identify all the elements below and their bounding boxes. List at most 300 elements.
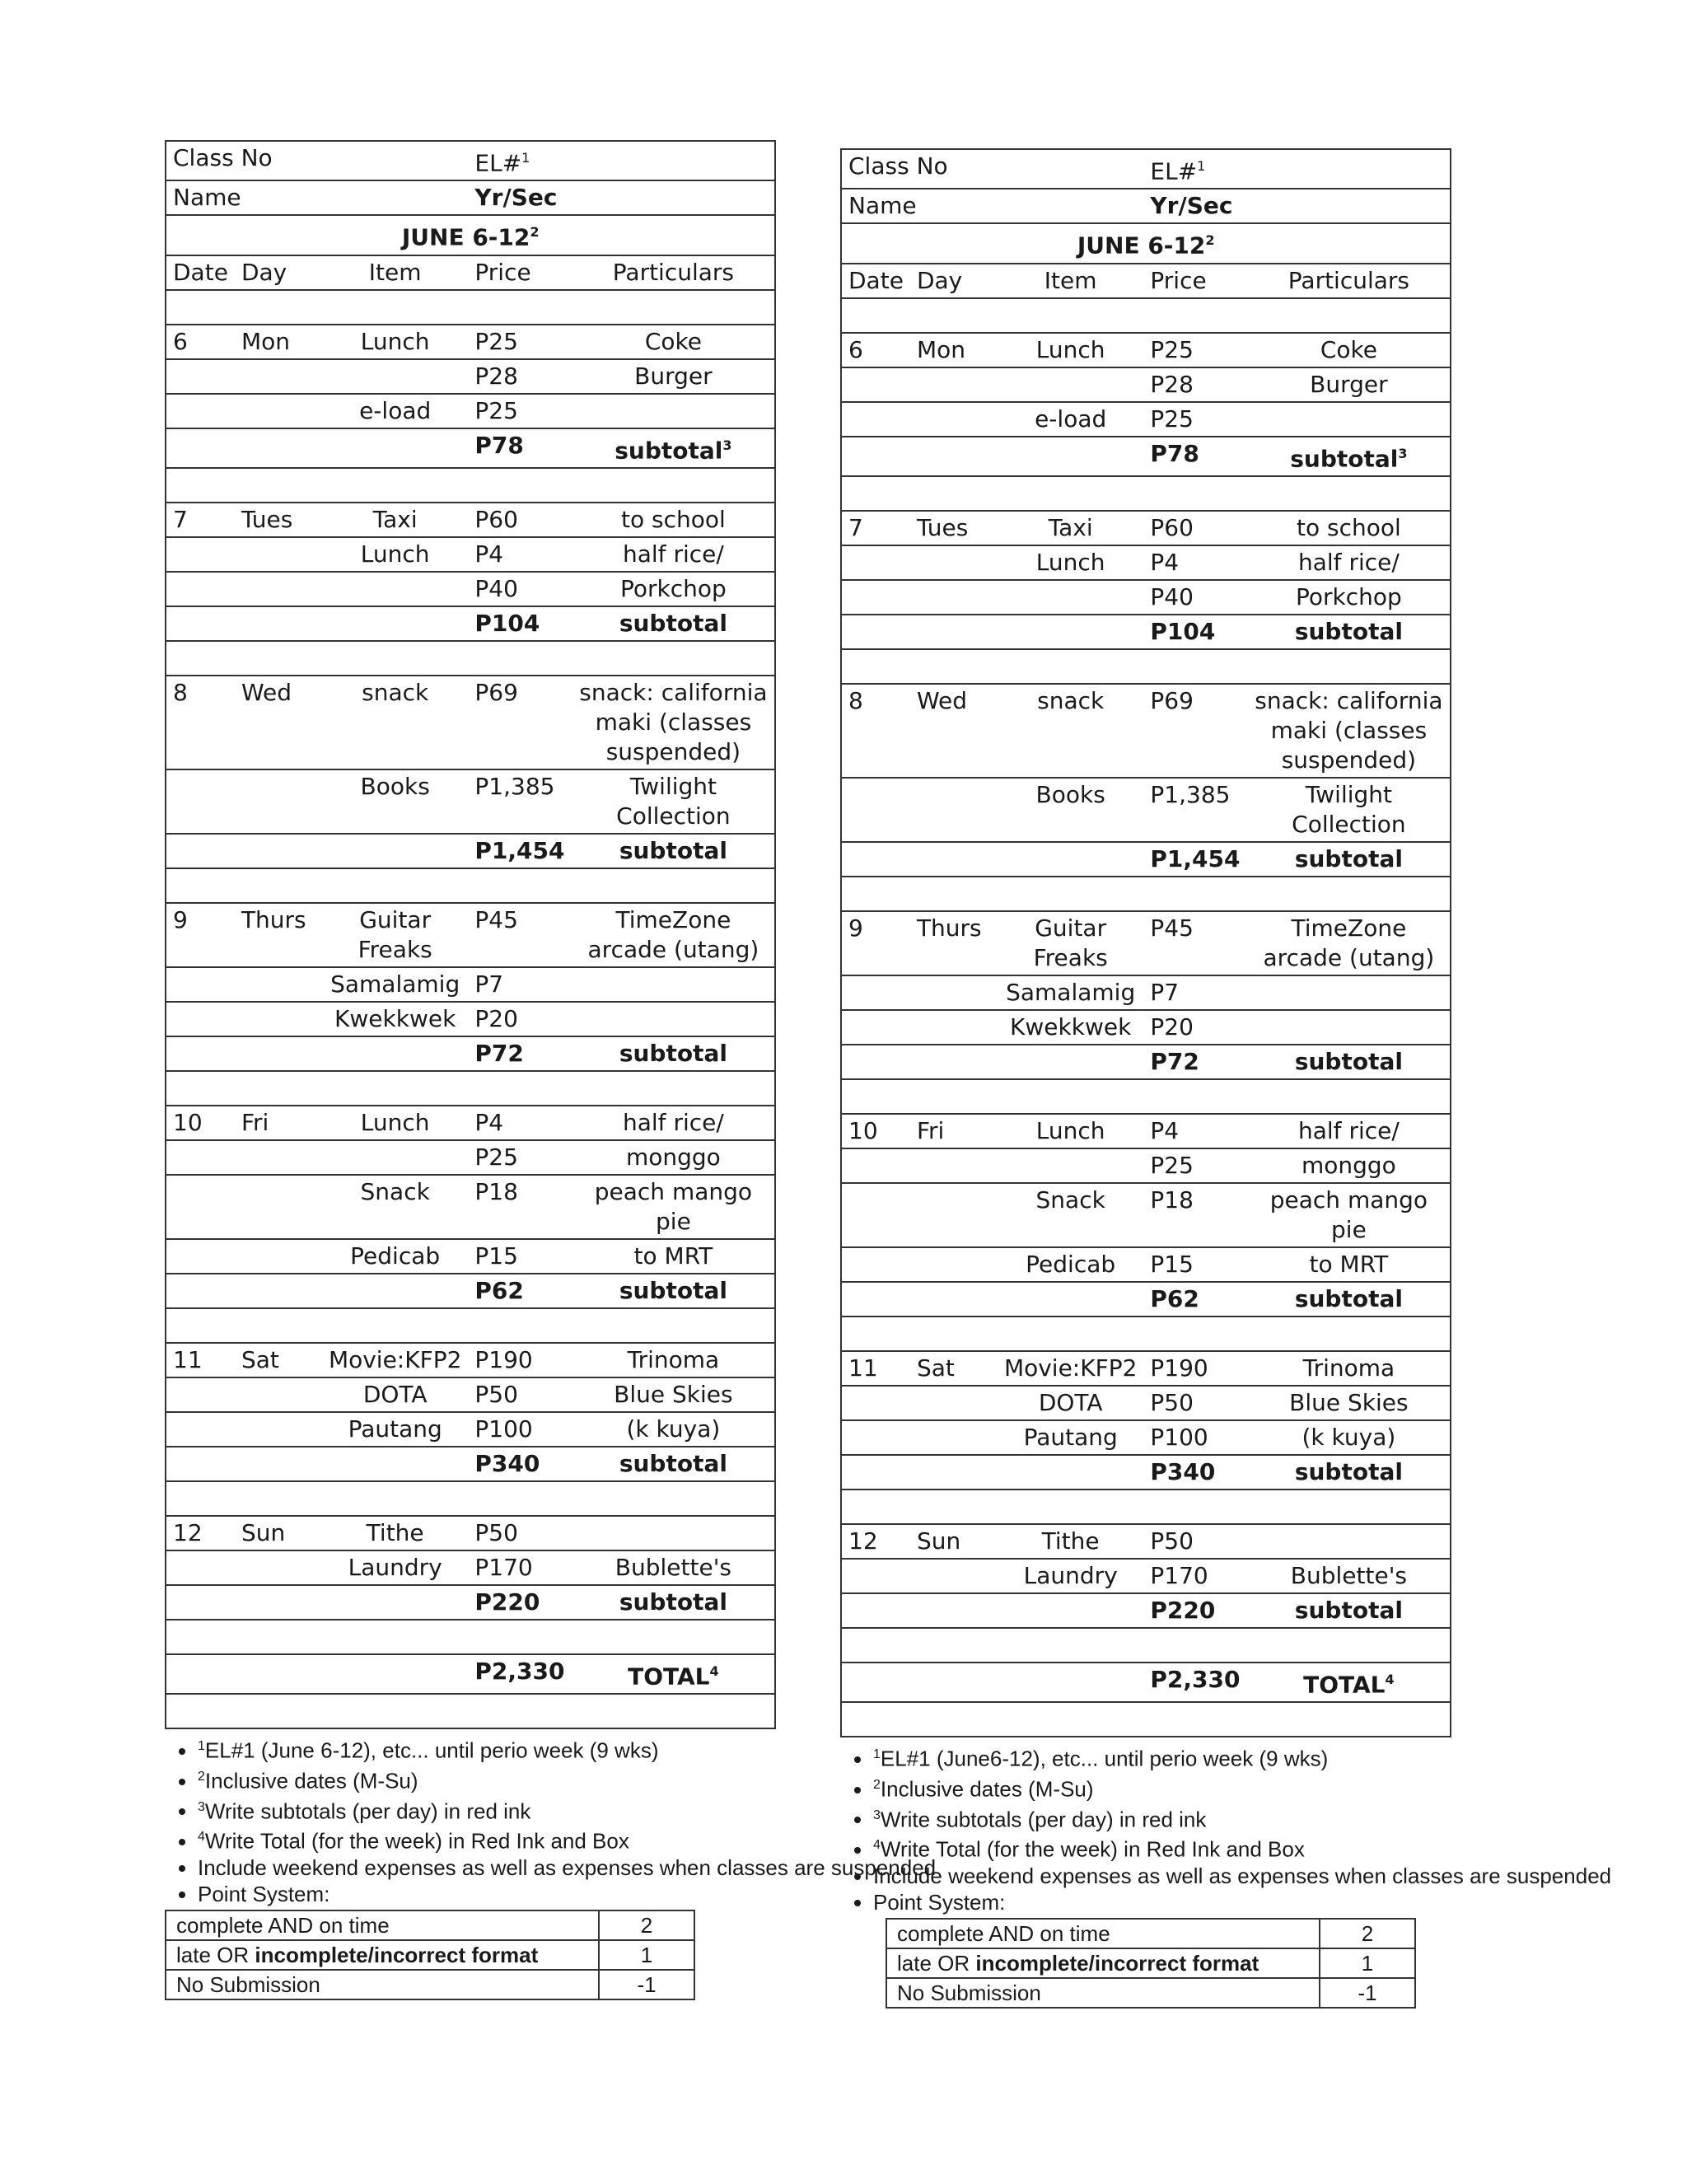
expense-day: Mon [910, 333, 998, 367]
subtotal-label [572, 1036, 775, 1071]
expense-day [235, 967, 322, 1002]
point-row [886, 1919, 1415, 1948]
spacer-cell [841, 1316, 1451, 1351]
expense-item: Kwekkwek [322, 1002, 468, 1036]
subtotal-label-text: subtotal [1294, 1457, 1403, 1485]
expense-date [166, 394, 235, 428]
subtotal-blank [841, 615, 910, 649]
footnote-number: 4 [873, 1838, 881, 1853]
point-value: 1 [599, 1940, 694, 1970]
expense-price: P45 [468, 903, 572, 967]
expense-item: Tithe [322, 1516, 468, 1550]
expense-price: P190 [1143, 1351, 1247, 1386]
expense-particulars: Burger [572, 359, 775, 394]
subtotal-blank [322, 834, 468, 868]
expense-date: 10 [841, 1114, 910, 1148]
expense-date: 9 [166, 903, 235, 967]
column-header-date: Date [841, 264, 910, 298]
expense-item [998, 580, 1143, 615]
total-blank [910, 1663, 998, 1702]
expense-price: P50 [468, 1516, 572, 1550]
yrsec-label: Yr/Sec [1143, 189, 1451, 223]
point-row [886, 1978, 1415, 2008]
point-system-table [886, 1918, 1416, 2009]
subtotal-label-footnote-ref: 3 [1398, 445, 1408, 461]
subtotal-label [1247, 1455, 1451, 1490]
subtotal-label [572, 834, 775, 868]
expense-particulars: half rice/ [1247, 545, 1451, 580]
point-criteria [166, 1910, 599, 1940]
subtotal-value: P104 [1143, 615, 1247, 649]
expense-day [235, 572, 322, 606]
subtotal-value: P340 [1143, 1455, 1247, 1490]
expense-date [841, 402, 910, 437]
el-label-footnote-ref: 1 [521, 150, 530, 166]
expense-date: 7 [841, 511, 910, 545]
expense-day: Tues [910, 511, 998, 545]
expense-day [235, 1550, 322, 1585]
expense-price: P25 [468, 1140, 572, 1175]
spacer-row [166, 1620, 775, 1654]
subtotal-label [1247, 615, 1451, 649]
subtotal-blank [322, 606, 468, 641]
expense-price: P100 [1143, 1420, 1247, 1455]
el-label-text: EL# [1150, 157, 1198, 185]
expense-particulars: Blue Skies [1247, 1386, 1451, 1420]
expense-item: DOTA [322, 1377, 468, 1412]
expense-row [166, 1140, 775, 1175]
expense-day: Thurs [910, 911, 998, 975]
total-blank [322, 1654, 468, 1694]
expense-particulars [1247, 975, 1451, 1010]
subtotal-blank [998, 1045, 1143, 1079]
expense-particulars [572, 1002, 775, 1036]
total-blank [166, 1654, 235, 1694]
point-value: -1 [599, 1970, 694, 1999]
subtotal-blank [998, 1282, 1143, 1316]
expense-row [841, 580, 1451, 615]
subtotal-value: P62 [1143, 1282, 1247, 1316]
expense-date: 11 [166, 1343, 235, 1377]
subtotal-blank [322, 428, 468, 468]
footnote-text: Point System: [198, 1881, 330, 1906]
expense-particulars: TimeZone arcade (utang) [1247, 911, 1451, 975]
expense-row [841, 367, 1451, 402]
expense-date [841, 367, 910, 402]
expense-particulars: snack: california maki (classes suspended) [572, 676, 775, 769]
spacer-cell [841, 649, 1451, 684]
subtotal-row [166, 834, 775, 868]
expense-item [998, 367, 1143, 402]
expense-day [235, 537, 322, 572]
expense-row [841, 1148, 1451, 1183]
expense-date: 8 [166, 676, 235, 769]
subtotal-blank [166, 1036, 235, 1071]
expense-day [910, 1247, 998, 1282]
expense-day [910, 1386, 998, 1420]
point-criteria-text: complete AND on time [897, 1920, 1110, 1946]
subtotal-blank [235, 1585, 322, 1620]
subtotal-blank [322, 1447, 468, 1481]
subtotal-blank [841, 1045, 910, 1079]
class-no-label: Class No [166, 141, 468, 180]
expense-date [841, 580, 910, 615]
expense-price: P15 [1143, 1247, 1247, 1282]
expense-item: Lunch [322, 325, 468, 359]
expense-date [841, 1183, 910, 1247]
expense-day: Sat [910, 1351, 998, 1386]
expense-row [841, 333, 1451, 367]
subtotal-value: P72 [468, 1036, 572, 1071]
expense-particulars: Trinoma [1247, 1351, 1451, 1386]
spacer-cell [166, 868, 775, 903]
subtotal-value: P220 [468, 1585, 572, 1620]
expense-date: 7 [166, 503, 235, 537]
expense-price: P69 [1143, 684, 1247, 778]
subtotal-label-text: subtotal [1294, 1047, 1403, 1075]
el-label [468, 141, 775, 180]
week-title-footnote-ref: 2 [530, 224, 540, 241]
total-blank [841, 1663, 910, 1702]
point-row [166, 1970, 694, 1999]
expense-row [166, 1377, 775, 1412]
subtotal-value: P78 [468, 428, 572, 468]
week-title [841, 223, 1451, 263]
point-criteria [166, 1940, 599, 1970]
expense-item: Snack [322, 1175, 468, 1239]
spacer-cell [166, 1071, 775, 1106]
expense-particulars: Bublette's [572, 1550, 775, 1585]
expense-price: P25 [1143, 333, 1247, 367]
subtotal-row [166, 1274, 775, 1308]
footnote-item [198, 1734, 936, 1763]
expense-date [841, 545, 910, 580]
column-header-particulars: Particulars [572, 255, 775, 290]
subtotal-blank [998, 615, 1143, 649]
footnote-item [873, 1864, 1611, 1888]
subtotal-row [166, 1585, 775, 1620]
footnote-item [873, 1890, 1611, 1915]
expense-day [910, 367, 998, 402]
expense-particulars: to school [1247, 511, 1451, 545]
column-header-price: Price [1143, 264, 1247, 298]
expense-item: Lunch [998, 333, 1143, 367]
subtotal-label-text: subtotal [1290, 444, 1399, 472]
footnote-number: 4 [198, 1830, 205, 1845]
column-header-item: Item [322, 255, 468, 290]
header-row-week [166, 215, 775, 255]
expense-row [841, 778, 1451, 842]
expense-table [840, 148, 1451, 1737]
expense-particulars: (k kuya) [572, 1412, 775, 1447]
spacer-cell [166, 1620, 775, 1654]
subtotal-label-text: subtotal [1294, 1284, 1403, 1312]
footnote-text: EL#1 (June 6-12), etc... until perio week (9 wks) [204, 1737, 659, 1763]
subtotal-row [166, 428, 775, 468]
subtotal-label-text: subtotal [619, 609, 727, 637]
footnote-text: Write Total (for the week) in Red Ink and Box [204, 1828, 629, 1854]
expense-row [166, 1516, 775, 1550]
expense-particulars: half rice/ [572, 537, 775, 572]
expense-item: Guitar Freaks [998, 911, 1143, 975]
spacer-row [166, 290, 775, 325]
point-value: 2 [1320, 1919, 1415, 1948]
subtotal-value: P1,454 [1143, 842, 1247, 877]
point-value: -1 [1320, 1978, 1415, 2008]
expense-price: P4 [468, 1106, 572, 1140]
expense-day [910, 580, 998, 615]
expense-day: Sun [910, 1524, 998, 1559]
footnote-number: 3 [873, 1808, 881, 1822]
expense-date [841, 1386, 910, 1420]
expense-row [841, 1114, 1451, 1148]
subtotal-blank [910, 1455, 998, 1490]
header-row-name [166, 180, 775, 215]
subtotal-blank [235, 606, 322, 641]
subtotal-label-text: subtotal [619, 836, 727, 864]
expense-day [235, 769, 322, 834]
expense-particulars: Coke [1247, 333, 1451, 367]
header-row-week [841, 223, 1451, 263]
expense-price: P7 [1143, 975, 1247, 1010]
point-criteria-text: complete AND on time [176, 1912, 390, 1938]
subtotal-row [841, 842, 1451, 877]
expense-item: e-load [322, 394, 468, 428]
footnote-item [873, 1833, 1611, 1862]
spacer-cell [166, 1481, 775, 1516]
column-header-item: Item [998, 264, 1143, 298]
subtotal-label [572, 428, 775, 468]
subtotal-blank [910, 1593, 998, 1628]
expense-day [235, 1140, 322, 1175]
header-row-class [841, 149, 1451, 189]
expense-item: snack [322, 676, 468, 769]
spacer-row [166, 468, 775, 503]
expense-date [166, 1377, 235, 1412]
expense-item: Pautang [322, 1412, 468, 1447]
expense-row [841, 1351, 1451, 1386]
expense-table [165, 140, 776, 1729]
expense-price: P170 [1143, 1559, 1247, 1593]
expense-row [166, 1175, 775, 1239]
subtotal-label [1247, 842, 1451, 877]
point-criteria-bold: incomplete/incorrect format [255, 1942, 539, 1967]
subtotal-row [841, 1593, 1451, 1628]
expense-day [910, 975, 998, 1010]
point-row [886, 1948, 1415, 1978]
point-criteria-text: late OR [176, 1942, 255, 1967]
expense-day [910, 545, 998, 580]
expense-row [166, 1002, 775, 1036]
expense-price: P25 [1143, 402, 1247, 437]
expense-day [910, 778, 998, 842]
point-criteria [166, 1970, 599, 1999]
expense-date [166, 1140, 235, 1175]
expense-day: Tues [235, 503, 322, 537]
expense-date: 8 [841, 684, 910, 778]
footnote-text: Include weekend expenses as well as expenses when classes are suspended [873, 1863, 1612, 1888]
expense-date [166, 1239, 235, 1274]
expense-particulars [1247, 1010, 1451, 1045]
spacer-row [166, 1308, 775, 1343]
expense-price: P4 [468, 537, 572, 572]
subtotal-label-text: subtotal [619, 1276, 727, 1304]
expense-date [166, 1175, 235, 1239]
footnote-text: EL#1 (June6-12), etc... until perio week (9 wks) [880, 1746, 1329, 1771]
subtotal-blank [166, 1585, 235, 1620]
expense-item: snack [998, 684, 1143, 778]
expense-day: Fri [910, 1114, 998, 1148]
expense-day [910, 1559, 998, 1593]
expense-row [841, 911, 1451, 975]
subtotal-label-text: subtotal [615, 436, 723, 464]
expense-price: P18 [468, 1175, 572, 1239]
expense-item [998, 1148, 1143, 1183]
expense-date [166, 1002, 235, 1036]
expense-price: P170 [468, 1550, 572, 1585]
expense-row [841, 1420, 1451, 1455]
expense-particulars [572, 394, 775, 428]
expense-particulars: Trinoma [572, 1343, 775, 1377]
expense-item: Guitar Freaks [322, 903, 468, 967]
expense-row [166, 394, 775, 428]
subtotal-label-text: subtotal [619, 1449, 727, 1477]
subtotal-row [841, 1455, 1451, 1490]
expense-row [166, 359, 775, 394]
total-label-footnote-ref: 4 [1385, 1671, 1395, 1687]
expense-date [841, 1247, 910, 1282]
expense-day [235, 394, 322, 428]
subtotal-row [841, 615, 1451, 649]
footnote-text: Write subtotals (per day) in red ink [880, 1807, 1207, 1832]
expense-day: Sat [235, 1343, 322, 1377]
expense-row [841, 975, 1451, 1010]
expense-item: Pedicab [322, 1239, 468, 1274]
subtotal-blank [841, 1593, 910, 1628]
expense-particulars: monggo [572, 1140, 775, 1175]
subtotal-row [841, 1045, 1451, 1079]
expense-date [166, 1550, 235, 1585]
week-title-text: JUNE 6-12 [401, 223, 530, 251]
subtotal-label [1247, 1593, 1451, 1628]
expense-particulars: half rice/ [1247, 1114, 1451, 1148]
expense-date [841, 1420, 910, 1455]
expense-particulars [1247, 1524, 1451, 1559]
expense-day: Wed [910, 684, 998, 778]
expense-price: P28 [468, 359, 572, 394]
subtotal-blank [998, 842, 1143, 877]
expense-particulars: Blue Skies [572, 1377, 775, 1412]
expense-particulars: Burger [1247, 367, 1451, 402]
expense-row [841, 1524, 1451, 1559]
expense-date: 11 [841, 1351, 910, 1386]
footnote-item [198, 1765, 936, 1793]
point-criteria-text: late OR [897, 1950, 976, 1976]
subtotal-label-text: subtotal [1294, 1596, 1403, 1624]
subtotal-blank [235, 1447, 322, 1481]
subtotal-blank [166, 428, 235, 468]
subtotal-blank [322, 1274, 468, 1308]
expense-item: Books [322, 769, 468, 834]
subtotal-blank [910, 615, 998, 649]
column-header-row [841, 264, 1451, 298]
expense-particulars: peach mango pie [572, 1175, 775, 1239]
footnote-text: Point System: [873, 1889, 1006, 1915]
expense-particulars: Twilight Collection [1247, 778, 1451, 842]
name-label: Name [841, 189, 1143, 223]
subtotal-value: P1,454 [468, 834, 572, 868]
spacer-cell [166, 468, 775, 503]
week-title-footnote-ref: 2 [1205, 232, 1215, 249]
expense-item: DOTA [998, 1386, 1143, 1420]
header-row-name [841, 189, 1451, 223]
expense-sheet-right [840, 148, 1611, 2009]
footnote-number: 3 [198, 1799, 205, 1814]
expense-row [841, 684, 1451, 778]
spacer-row [166, 868, 775, 903]
expense-price: P15 [468, 1239, 572, 1274]
spacer-row [166, 1071, 775, 1106]
expense-day [910, 1183, 998, 1247]
footnote-number: 1 [198, 1739, 205, 1754]
el-label-footnote-ref: 1 [1197, 158, 1206, 174]
spacer-row [841, 1316, 1451, 1351]
expense-day [910, 1148, 998, 1183]
expense-row [166, 325, 775, 359]
footnote-item [198, 1882, 936, 1906]
expense-date [166, 359, 235, 394]
point-row [166, 1910, 694, 1940]
spacer-cell [841, 1079, 1451, 1114]
el-label [1143, 149, 1451, 189]
subtotal-label [572, 1585, 775, 1620]
el-label-text: EL# [474, 149, 522, 177]
expense-item: Samalamig [998, 975, 1143, 1010]
expense-date: 9 [841, 911, 910, 975]
expense-row [166, 1239, 775, 1274]
expense-date: 12 [841, 1524, 910, 1559]
subtotal-blank [235, 1274, 322, 1308]
expense-item: Lunch [998, 1114, 1143, 1148]
column-header-price: Price [468, 255, 572, 290]
expense-item [322, 572, 468, 606]
expense-row [841, 545, 1451, 580]
expense-row [841, 511, 1451, 545]
total-label [1247, 1663, 1451, 1702]
expense-row [841, 402, 1451, 437]
spacer-row [841, 1628, 1451, 1663]
spacer-cell [841, 1490, 1451, 1524]
spacer-cell [841, 1702, 1451, 1737]
expense-day [910, 1420, 998, 1455]
total-blank [998, 1663, 1143, 1702]
subtotal-value: P220 [1143, 1593, 1247, 1628]
expense-price: P20 [1143, 1010, 1247, 1045]
expense-item: Pautang [998, 1420, 1143, 1455]
expense-particulars [1247, 402, 1451, 437]
expense-row [166, 537, 775, 572]
subtotal-blank [998, 437, 1143, 476]
footnote-text: Inclusive dates (M-Su) [880, 1776, 1094, 1802]
expense-date [841, 778, 910, 842]
expense-item [322, 359, 468, 394]
spacer-row [841, 298, 1451, 333]
expense-row [166, 769, 775, 834]
subtotal-blank [235, 1036, 322, 1071]
point-criteria-text: No Submission [897, 1980, 1041, 2005]
spacer-cell [166, 1694, 775, 1728]
subtotal-blank [235, 834, 322, 868]
